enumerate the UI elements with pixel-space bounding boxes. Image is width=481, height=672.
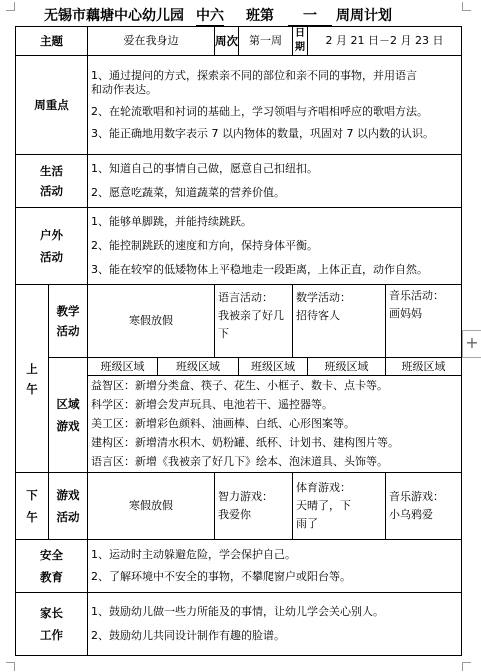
label-line: 游戏	[56, 419, 80, 433]
area-label	[49, 358, 88, 473]
label-line: 活动	[56, 510, 80, 524]
week-number: 一	[288, 5, 332, 26]
music-game	[386, 473, 462, 540]
teaching-row	[16, 285, 462, 358]
label-line: 游戏	[56, 488, 80, 502]
activity-line: 招待客人	[296, 309, 340, 322]
label-line: 户外	[40, 228, 63, 242]
page-corner-mark	[6, 2, 15, 11]
label-line: 活动	[40, 184, 63, 198]
intellect-game	[215, 473, 293, 540]
outdoor-label	[16, 208, 88, 285]
life-label	[16, 155, 88, 208]
page-title	[0, 3, 481, 27]
parents-content	[88, 593, 462, 656]
label-line: 区域	[56, 397, 80, 411]
outdoor-item: 3、能在较窄的低矮物体上平稳地走一段距离，上体正直，动作自然。	[91, 263, 428, 276]
label-line: 上	[26, 361, 38, 376]
area-item: 益智区：新增分类盒、筷子、花生、小框子、数卡、点卡等。	[91, 379, 388, 392]
focus-item: 和动作表达。	[91, 83, 157, 96]
label-line: 下	[26, 488, 38, 502]
outdoor-content	[88, 208, 462, 285]
activity-line: 小乌鸦爱	[389, 508, 433, 521]
meta-row	[16, 27, 462, 56]
area-content	[88, 376, 462, 473]
activity-line: 天晴了，下	[296, 499, 351, 512]
area-item: 科学区：新增会发声玩具、电池若干、遥控器等。	[91, 398, 333, 411]
outdoor-item: 1、能够单脚跳，并能持续跳跃。	[91, 215, 252, 228]
label-line: 安全	[40, 548, 63, 562]
safety-row	[16, 540, 462, 593]
page-corner-mark	[6, 662, 15, 671]
activity-line: 体育游戏：	[296, 481, 351, 494]
parents-item: 1、鼓励幼儿做一些力所能及的事情，让幼儿学会关心别人。	[91, 605, 384, 618]
safety-item: 2、了解环境中不安全的事物，不攀爬窗户或阳台等。	[91, 570, 351, 583]
plan-label: 周周计划	[336, 8, 392, 24]
date-label: 日期	[293, 27, 308, 56]
area-header: 班级区域	[88, 358, 158, 376]
activity-line: 数学活动：	[296, 291, 351, 304]
label-line: 工作	[40, 628, 63, 642]
language-activity	[215, 285, 293, 358]
activity-line: 音乐游戏：	[389, 490, 444, 503]
page-corner-mark	[462, 662, 471, 671]
week-value: 第一周	[239, 27, 293, 56]
add-row-button[interactable]: +	[462, 330, 481, 358]
area-item: 语言区：新增《我被亲了好几下》绘本、泡沫道具、头饰等。	[91, 455, 388, 468]
area-header: 班级区域	[386, 358, 462, 376]
area-header: 班级区域	[239, 358, 308, 376]
activity-line: 语言活动：	[218, 291, 273, 304]
area-item: 建构区：新增清水积木、奶粉罐、纸杯、计划书、建构图片等。	[91, 436, 399, 449]
focus-content	[88, 56, 462, 155]
music-activity	[386, 285, 462, 358]
activity-line: 音乐活动：	[389, 289, 444, 302]
area-header: 班级区域	[308, 358, 386, 376]
afternoon-label	[16, 473, 49, 540]
focus-item: 2、在轮流歌唱和衬词的基础上，学习领唱与齐唱相呼应的歌唱方法。	[91, 105, 428, 118]
label-line: 家长	[40, 606, 63, 620]
theme-value: 爱在我身边	[88, 27, 215, 56]
life-item: 2、愿意吃蔬菜，知道蔬菜的营养价值。	[91, 186, 285, 199]
outdoor-row	[16, 208, 462, 285]
teaching-holiday: 寒假放假	[88, 285, 215, 358]
label-line: 午	[26, 510, 38, 524]
life-row	[16, 155, 462, 208]
date-value: 2 月 21 日－2 月 23 日	[308, 27, 462, 56]
life-content	[88, 155, 462, 208]
school-name: 无锡市藕塘中心幼儿园	[44, 8, 184, 24]
sports-game	[293, 473, 386, 540]
focus-label: 周重点	[16, 56, 88, 155]
area-header: 班级区域	[158, 358, 239, 376]
theme-label: 主题	[16, 27, 88, 56]
activity-line: 智力游戏：	[218, 490, 273, 503]
focus-row	[16, 56, 462, 155]
focus-item: 1、通过提问的方式，探索亲不同的部位和亲不同的事物，并用语言	[91, 69, 417, 82]
area-header-row	[16, 358, 462, 376]
games-label	[49, 473, 88, 540]
activity-line: 我爱你	[218, 508, 251, 521]
activity-line: 下	[218, 327, 229, 340]
safety-content	[88, 540, 462, 593]
outdoor-item: 2、能控制跳跃的速度和方向，保持身体平衡。	[91, 239, 318, 252]
parents-item: 2、鼓励幼儿共同设计制作有趣的脸谱。	[91, 629, 285, 642]
morning-label	[16, 285, 49, 473]
week-label: 周次	[215, 27, 239, 56]
games-holiday: 寒假放假	[88, 473, 215, 540]
label-line: 教学	[56, 304, 80, 318]
label-line: 活动	[56, 324, 80, 338]
safety-label	[16, 540, 88, 593]
safety-item: 1、运动时主动躲避危险，学会保护自己。	[91, 548, 296, 561]
page-corner-mark	[462, 2, 471, 11]
teaching-label	[49, 285, 88, 358]
parents-row	[16, 593, 462, 656]
afternoon-row	[16, 473, 462, 540]
class-name: 中六	[196, 5, 224, 26]
label-line: 午	[26, 381, 38, 396]
activity-line: 画妈妈	[389, 307, 422, 320]
parents-label	[16, 593, 88, 656]
class-suffix: 班第	[246, 8, 274, 24]
area-item: 美工区：新增彩色颜料、油画棒、白纸、心形图案等。	[91, 417, 355, 430]
focus-item: 3、能正确地用数字表示 7 以内物体的数量，巩固对 7 以内数的认识。	[91, 127, 434, 140]
label-line: 生活	[40, 164, 63, 178]
math-activity	[293, 285, 386, 358]
life-item: 1、知道自己的事情自己做，愿意自己扣纽扣。	[91, 162, 318, 175]
weekly-plan-table	[15, 26, 462, 656]
label-line: 教育	[40, 570, 63, 584]
activity-line: 雨了	[296, 517, 318, 530]
activity-line: 我被亲了好几	[218, 309, 284, 322]
label-line: 活动	[40, 250, 63, 264]
